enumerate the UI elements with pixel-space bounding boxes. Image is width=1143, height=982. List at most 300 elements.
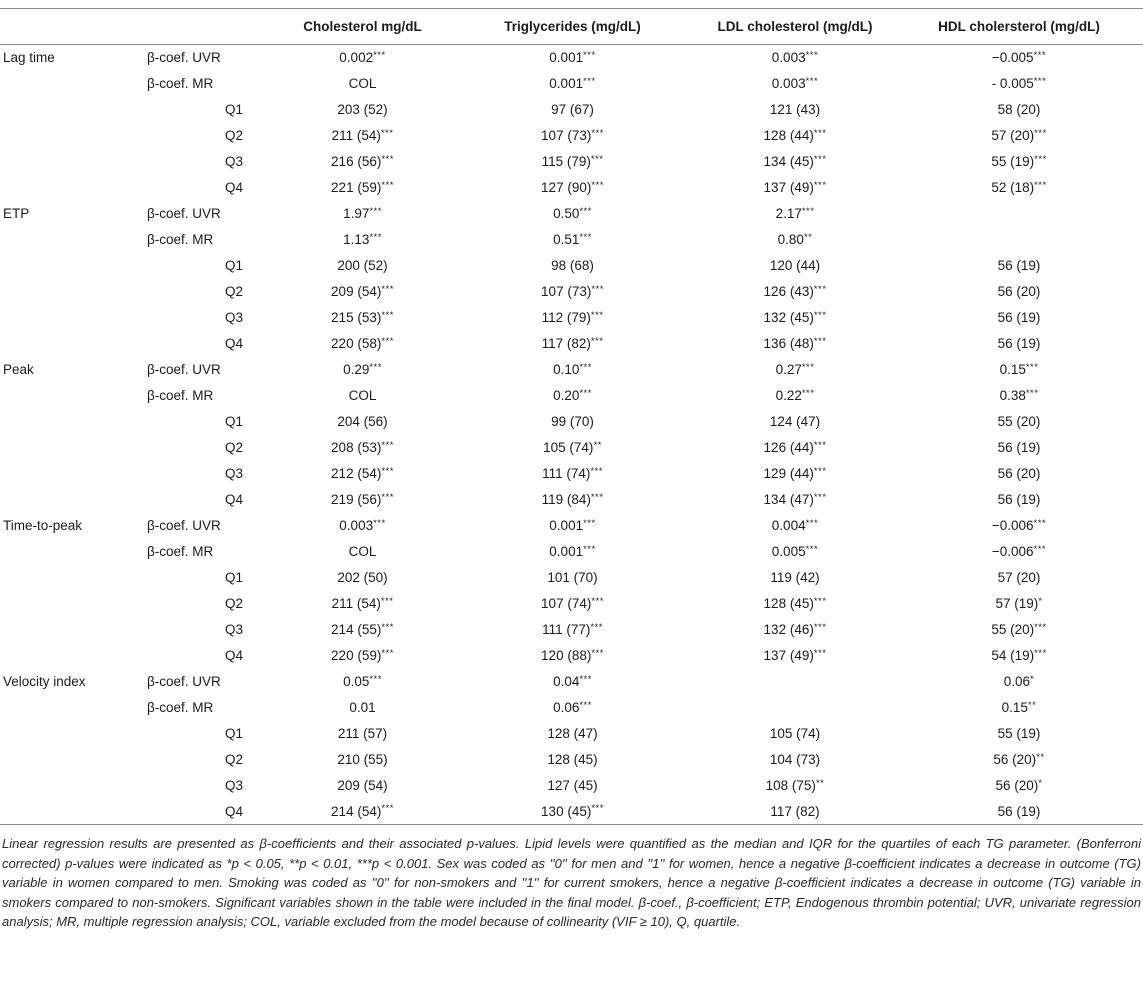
table-row [0, 227, 1143, 253]
value-cell: 56 (19) [997, 803, 1041, 819]
significance-stars: *** [1034, 647, 1047, 659]
table-row [0, 357, 1143, 383]
significance-stars: *** [381, 439, 394, 451]
significance-stars: ** [1027, 699, 1037, 711]
value-cell: 215 (53)*** [331, 309, 394, 325]
table-row [0, 565, 1143, 591]
value-cell: 115 (79)*** [541, 153, 604, 169]
table-row [0, 71, 1143, 97]
group-label [0, 565, 140, 591]
significance-stars: *** [380, 127, 394, 139]
value-cell: 117 (82) [770, 803, 820, 819]
group-label [0, 461, 140, 487]
results-table [0, 8, 1143, 825]
significance-stars: *** [381, 179, 394, 191]
value-cell: 203 (52) [337, 102, 388, 117]
value-cell: 200 (52) [337, 258, 388, 273]
value-cell: 101 (70) [547, 570, 598, 585]
group-label [0, 149, 140, 175]
value-cell: −0.006*** [991, 543, 1047, 559]
group-label [0, 721, 140, 747]
value-cell: 97 (67) [551, 102, 594, 117]
group-label: Velocity index [3, 674, 86, 689]
value-cell: 55 (20)*** [991, 621, 1047, 637]
value-cell: 128 (45) [547, 752, 598, 767]
row-label: Q4 [225, 803, 244, 819]
significance-stars: *** [579, 387, 592, 399]
value-cell: 56 (20) [997, 284, 1041, 299]
group-label [0, 71, 140, 97]
significance-stars: *** [1033, 543, 1047, 555]
value-cell [895, 227, 1143, 253]
significance-stars: *** [591, 283, 604, 295]
significance-stars: *** [591, 803, 604, 815]
row-label: Q3 [225, 310, 244, 325]
significance-stars: *** [579, 205, 592, 217]
significance-stars: *** [813, 283, 827, 295]
value-cell: 0.29*** [343, 361, 382, 377]
column-header-ldl-cholesterol: LDL cholesterol (mg/dL) [695, 9, 895, 45]
significance-stars: *** [1034, 179, 1047, 191]
value-cell [695, 695, 895, 721]
row-label: β-coef. MR [147, 544, 214, 559]
significance-stars: * [1038, 595, 1043, 607]
row-label: Q3 [225, 778, 244, 793]
value-cell: 111 (74)*** [542, 465, 603, 481]
value-cell: COL [348, 388, 377, 403]
value-cell: 0.001*** [549, 49, 596, 66]
value-cell: 0.002*** [339, 49, 386, 66]
significance-stars: *** [805, 75, 819, 87]
table-body [0, 45, 1143, 825]
value-cell: 209 (54)*** [331, 283, 394, 299]
significance-stars: *** [381, 153, 394, 165]
group-label: Lag time [3, 50, 55, 66]
significance-stars: *** [381, 491, 394, 503]
significance-stars: *** [813, 127, 827, 139]
value-cell: 126 (43)*** [763, 283, 827, 299]
significance-stars: *** [813, 309, 827, 321]
significance-stars: *** [381, 335, 394, 347]
value-cell: −0.006*** [991, 517, 1047, 533]
table-row [0, 695, 1143, 721]
significance-stars: *** [591, 179, 604, 191]
row-label: Q2 [225, 752, 244, 767]
value-cell: 56 (19) [997, 440, 1041, 455]
significance-stars: *** [805, 517, 819, 529]
value-cell: 112 (79)*** [541, 309, 604, 325]
significance-stars: *** [369, 205, 382, 217]
table-row [0, 721, 1143, 747]
group-label: Peak [3, 362, 34, 377]
group-label [0, 175, 140, 201]
row-label: β-coef. UVR [147, 362, 221, 377]
row-label: Q2 [225, 128, 244, 143]
value-cell: 130 (45)*** [541, 803, 604, 819]
group-label [0, 539, 140, 565]
group-label [0, 591, 140, 617]
row-label: Q4 [225, 180, 244, 195]
group-label [0, 97, 140, 123]
value-cell: 0.003*** [771, 75, 819, 91]
value-cell: 127 (90)*** [541, 179, 604, 195]
value-cell: 0.005*** [771, 543, 819, 559]
value-cell: 0.22*** [775, 387, 815, 403]
table-row [0, 539, 1143, 565]
significance-stars: *** [813, 335, 827, 347]
value-cell: 126 (44)*** [763, 439, 827, 455]
group-label: ETP [3, 206, 30, 221]
significance-stars: *** [1034, 153, 1047, 165]
value-cell [895, 201, 1143, 227]
value-cell: 121 (43) [769, 102, 821, 117]
value-cell: 128 (47) [547, 726, 598, 741]
value-cell: 120 (44) [769, 258, 821, 273]
value-cell: 137 (49)*** [763, 647, 827, 663]
significance-stars: *** [801, 361, 815, 373]
value-cell: 134 (47)*** [763, 491, 827, 507]
significance-stars: *** [579, 231, 592, 243]
value-cell: 134 (45)*** [763, 153, 827, 169]
significance-stars: *** [579, 361, 592, 373]
significance-stars: *** [813, 595, 827, 607]
value-cell: 2.17*** [775, 205, 815, 221]
row-label: Q3 [225, 622, 244, 637]
value-cell: 56 (19) [997, 336, 1041, 351]
value-cell: 0.38*** [999, 387, 1039, 403]
value-cell: 57 (20) [997, 570, 1041, 585]
value-cell: 0.80** [777, 231, 813, 247]
column-header-empty-label [140, 9, 275, 45]
row-label: Q1 [225, 726, 244, 741]
value-cell: - 0.005*** [991, 75, 1047, 91]
value-cell: 0.001*** [549, 517, 596, 533]
table-row [0, 435, 1143, 461]
group-label [0, 799, 140, 825]
table-row [0, 149, 1143, 175]
value-cell: 0.10*** [553, 361, 592, 377]
table-row [0, 123, 1143, 149]
significance-stars: *** [813, 647, 827, 659]
significance-stars: *** [381, 283, 394, 295]
value-cell: 0.001*** [549, 75, 596, 91]
significance-stars: *** [591, 595, 604, 607]
group-label [0, 227, 140, 253]
value-cell: 105 (74)** [543, 439, 602, 455]
column-header-hdl-cholesterol: HDL cholersterol (mg/dL) [895, 9, 1143, 45]
value-cell: 216 (56)*** [331, 153, 394, 169]
significance-stars: ** [593, 439, 602, 451]
value-cell: 0.05*** [343, 673, 382, 689]
value-cell: 98 (68) [551, 258, 594, 273]
table-row [0, 253, 1143, 279]
significance-stars: *** [1025, 361, 1039, 373]
significance-stars: * [1038, 777, 1043, 789]
row-label: Q2 [225, 284, 244, 299]
value-cell: 132 (45)*** [763, 309, 827, 325]
value-cell: 104 (73) [769, 752, 821, 767]
value-cell: 0.20*** [553, 387, 592, 403]
value-cell: 55 (20) [997, 414, 1041, 429]
group-label [0, 487, 140, 513]
group-label [0, 409, 140, 435]
significance-stars: *** [801, 205, 815, 217]
significance-stars: *** [590, 335, 604, 347]
value-cell: 58 (20) [997, 102, 1041, 117]
value-cell: 107 (73)*** [541, 127, 604, 143]
significance-stars: *** [1034, 621, 1047, 633]
significance-stars: *** [381, 309, 394, 321]
table-row [0, 799, 1143, 825]
value-cell: 0.004*** [771, 517, 819, 533]
row-label: β-coef. MR [147, 700, 214, 715]
column-header-cholesterol: Cholesterol mg/dL [275, 9, 450, 45]
significance-stars: *** [381, 647, 394, 659]
table-row [0, 305, 1143, 331]
group-label [0, 747, 140, 773]
row-label: β-coef. UVR [147, 674, 221, 689]
group-label [0, 435, 140, 461]
table-row [0, 669, 1143, 695]
group-label [0, 617, 140, 643]
table-row [0, 175, 1143, 201]
value-cell: −0.005*** [991, 49, 1047, 66]
value-cell: 55 (19) [997, 726, 1041, 741]
value-cell: 56 (20) [997, 466, 1041, 481]
row-label: Q4 [225, 492, 244, 507]
row-label: Q1 [225, 570, 244, 585]
header-row [0, 9, 1143, 45]
column-header-empty-group [0, 9, 140, 45]
significance-stars: *** [1033, 49, 1047, 61]
value-cell: 0.003*** [771, 49, 819, 66]
significance-stars: *** [590, 465, 603, 477]
value-cell: 0.51*** [553, 231, 592, 247]
value-cell: 202 (50) [337, 570, 388, 585]
value-cell: 52 (18)*** [991, 179, 1047, 195]
value-cell: 136 (48)*** [763, 335, 827, 351]
significance-stars: *** [369, 231, 382, 243]
value-cell: 0.50*** [553, 205, 592, 221]
row-label: Q2 [225, 440, 244, 455]
significance-stars: *** [369, 673, 382, 685]
value-cell: 56 (19) [997, 492, 1041, 507]
group-label [0, 695, 140, 721]
value-cell: 0.001*** [549, 543, 596, 559]
row-label: Q4 [225, 336, 244, 351]
value-cell: COL [348, 76, 377, 91]
value-cell: 111 (77)*** [542, 621, 603, 637]
value-cell: 1.97*** [343, 205, 382, 221]
value-cell: 56 (20)* [995, 777, 1043, 793]
value-cell: 0.27*** [775, 361, 815, 377]
row-label: β-coef. UVR [147, 518, 221, 533]
group-label [0, 383, 140, 409]
value-cell: 220 (59)*** [331, 647, 394, 663]
significance-stars: *** [590, 621, 603, 633]
table-row [0, 773, 1143, 799]
value-cell: 57 (19)* [995, 595, 1043, 611]
group-label [0, 331, 140, 357]
row-label: Q1 [225, 258, 244, 273]
value-cell: 56 (19) [997, 310, 1041, 325]
significance-stars: *** [583, 75, 596, 87]
value-cell: 107 (74)*** [541, 595, 604, 611]
table-row [0, 331, 1143, 357]
significance-stars: *** [805, 49, 819, 61]
value-cell: 211 (57) [337, 726, 388, 741]
value-cell: 107 (73)*** [541, 283, 604, 299]
group-label: Time-to-peak [3, 518, 83, 533]
value-cell: 0.15*** [999, 361, 1039, 377]
value-cell: 211 (54)*** [331, 595, 394, 611]
significance-stars: *** [813, 179, 827, 191]
value-cell: 0.15** [1001, 699, 1037, 715]
table-header [0, 9, 1143, 45]
value-cell: 210 (55) [337, 752, 388, 767]
value-cell: 219 (56)*** [331, 491, 394, 507]
value-cell: 119 (42) [770, 570, 820, 585]
significance-stars: *** [590, 309, 604, 321]
significance-stars: ** [1036, 751, 1045, 763]
significance-stars: *** [1033, 517, 1047, 529]
significance-stars: *** [373, 49, 386, 61]
value-cell: 220 (58)*** [331, 335, 394, 351]
value-cell: 55 (19)*** [991, 153, 1047, 169]
significance-stars: *** [590, 153, 604, 165]
table-row [0, 461, 1143, 487]
value-cell: 221 (59)*** [331, 179, 394, 195]
value-cell: 120 (88)*** [541, 647, 604, 663]
value-cell: 208 (53)*** [331, 439, 394, 455]
significance-stars: *** [579, 699, 592, 711]
value-cell: 212 (54)*** [331, 465, 394, 481]
row-label: β-coef. MR [147, 232, 214, 247]
table-row [0, 45, 1143, 71]
value-cell [695, 669, 895, 695]
table-row [0, 617, 1143, 643]
value-cell: 0.06*** [553, 699, 592, 715]
value-cell: 1.13*** [343, 231, 382, 247]
table-row [0, 591, 1143, 617]
significance-stars: *** [381, 621, 394, 633]
row-label: Q4 [225, 648, 244, 663]
significance-stars: *** [583, 517, 596, 529]
value-cell: 99 (70) [551, 414, 594, 429]
table-row [0, 409, 1143, 435]
table-row [0, 643, 1143, 669]
value-cell: 209 (54) [337, 778, 388, 793]
table-row [0, 279, 1143, 305]
row-label: β-coef. UVR [147, 206, 221, 221]
value-cell: 105 (74) [769, 726, 821, 741]
row-label: β-coef. MR [147, 76, 214, 91]
significance-stars: *** [591, 127, 604, 139]
significance-stars: *** [1025, 387, 1039, 399]
value-cell: 211 (54)*** [331, 127, 394, 143]
table-row [0, 487, 1143, 513]
significance-stars: * [1030, 673, 1035, 685]
significance-stars: *** [1034, 127, 1047, 139]
group-label [0, 253, 140, 279]
value-cell: 214 (55)*** [331, 621, 394, 637]
value-cell: 204 (56) [337, 414, 388, 429]
value-cell: 119 (84)*** [541, 491, 604, 507]
value-cell: 128 (45)*** [763, 595, 827, 611]
value-cell: 214 (54)*** [331, 803, 394, 819]
row-label: β-coef. UVR [147, 50, 221, 66]
value-cell: 54 (19)*** [991, 647, 1047, 663]
table-row [0, 97, 1143, 123]
value-cell: 127 (45) [547, 778, 598, 793]
significance-stars: *** [579, 673, 592, 685]
significance-stars: *** [591, 647, 604, 659]
value-cell: 129 (44)*** [763, 465, 827, 481]
value-cell: 124 (47) [769, 414, 821, 429]
significance-stars: *** [1033, 75, 1047, 87]
value-cell: 0.06* [1003, 673, 1035, 689]
significance-stars: *** [813, 153, 827, 165]
table-row [0, 383, 1143, 409]
value-cell: 0.01 [349, 700, 376, 715]
table-row [0, 201, 1143, 227]
table-footnote: Linear regression results are presented as β-coefficients and their associated p-values. Lipid levels were quantified as the median and IQR for the quartiles of each TG parameter. (Bonferroni corrected) p-values were indicated as *p < 0.05, **p < 0.01, ***p < 0.001. Sex was coded as ''0'' for men and ''1'' for women, hence a negative β-coefficient indicates a decrease in outcome (TG) variable in women compared to men. Smoking was coded as ''0'' for non-smokers and ''1'' for current smokers, hence a negative β-coefficient indicates a decrease in outcome (TG) variable in smokers compared to non-smokers. Significant variables shown in the table were included in the final model. β-coef., β-coefficient; ETP, Endogenous thrombin potential; UVR, univariate regression analysis; MR, multiple regression analysis; COL, variable excluded from the model because of collinearity (VIF ≥ 10), Q, quartile. [2, 836, 1141, 930]
column-header-triglycerides: Triglycerides (mg/dL) [450, 9, 695, 45]
value-cell: 56 (20)** [993, 751, 1045, 767]
row-label: Q1 [225, 414, 244, 429]
significance-stars: *** [380, 595, 394, 607]
significance-stars: *** [813, 465, 827, 477]
group-label [0, 279, 140, 305]
significance-stars: *** [381, 803, 394, 815]
significance-stars: ** [815, 777, 825, 789]
row-label: Q3 [225, 466, 244, 481]
significance-stars: *** [813, 439, 827, 451]
significance-stars: *** [373, 517, 386, 529]
table-row [0, 513, 1143, 539]
significance-stars: ** [803, 231, 813, 243]
value-cell: 56 (19) [997, 258, 1041, 273]
value-cell: COL [348, 544, 377, 559]
value-cell: 0.003*** [339, 517, 386, 533]
value-cell: 128 (44)*** [763, 127, 827, 143]
significance-stars: *** [583, 49, 596, 61]
value-cell: 108 (75)** [765, 777, 825, 793]
significance-stars: *** [381, 465, 394, 477]
significance-stars: *** [805, 543, 819, 555]
group-label [0, 305, 140, 331]
value-cell: 132 (46)*** [763, 621, 827, 637]
value-cell: 117 (82)*** [541, 335, 604, 351]
significance-stars: *** [590, 491, 604, 503]
row-label: Q2 [225, 596, 244, 611]
table-row [0, 747, 1143, 773]
row-label: Q3 [225, 154, 244, 169]
significance-stars: *** [813, 621, 827, 633]
group-label [0, 643, 140, 669]
significance-stars: *** [369, 361, 382, 373]
row-label: Q1 [225, 102, 244, 117]
value-cell: 137 (49)*** [763, 179, 827, 195]
value-cell: 0.04*** [553, 673, 592, 689]
significance-stars: *** [583, 543, 596, 555]
significance-stars: *** [813, 491, 827, 503]
group-label [0, 773, 140, 799]
value-cell: 57 (20)*** [991, 127, 1047, 143]
group-label [0, 123, 140, 149]
row-label: β-coef. MR [147, 388, 214, 403]
significance-stars: *** [801, 387, 815, 399]
